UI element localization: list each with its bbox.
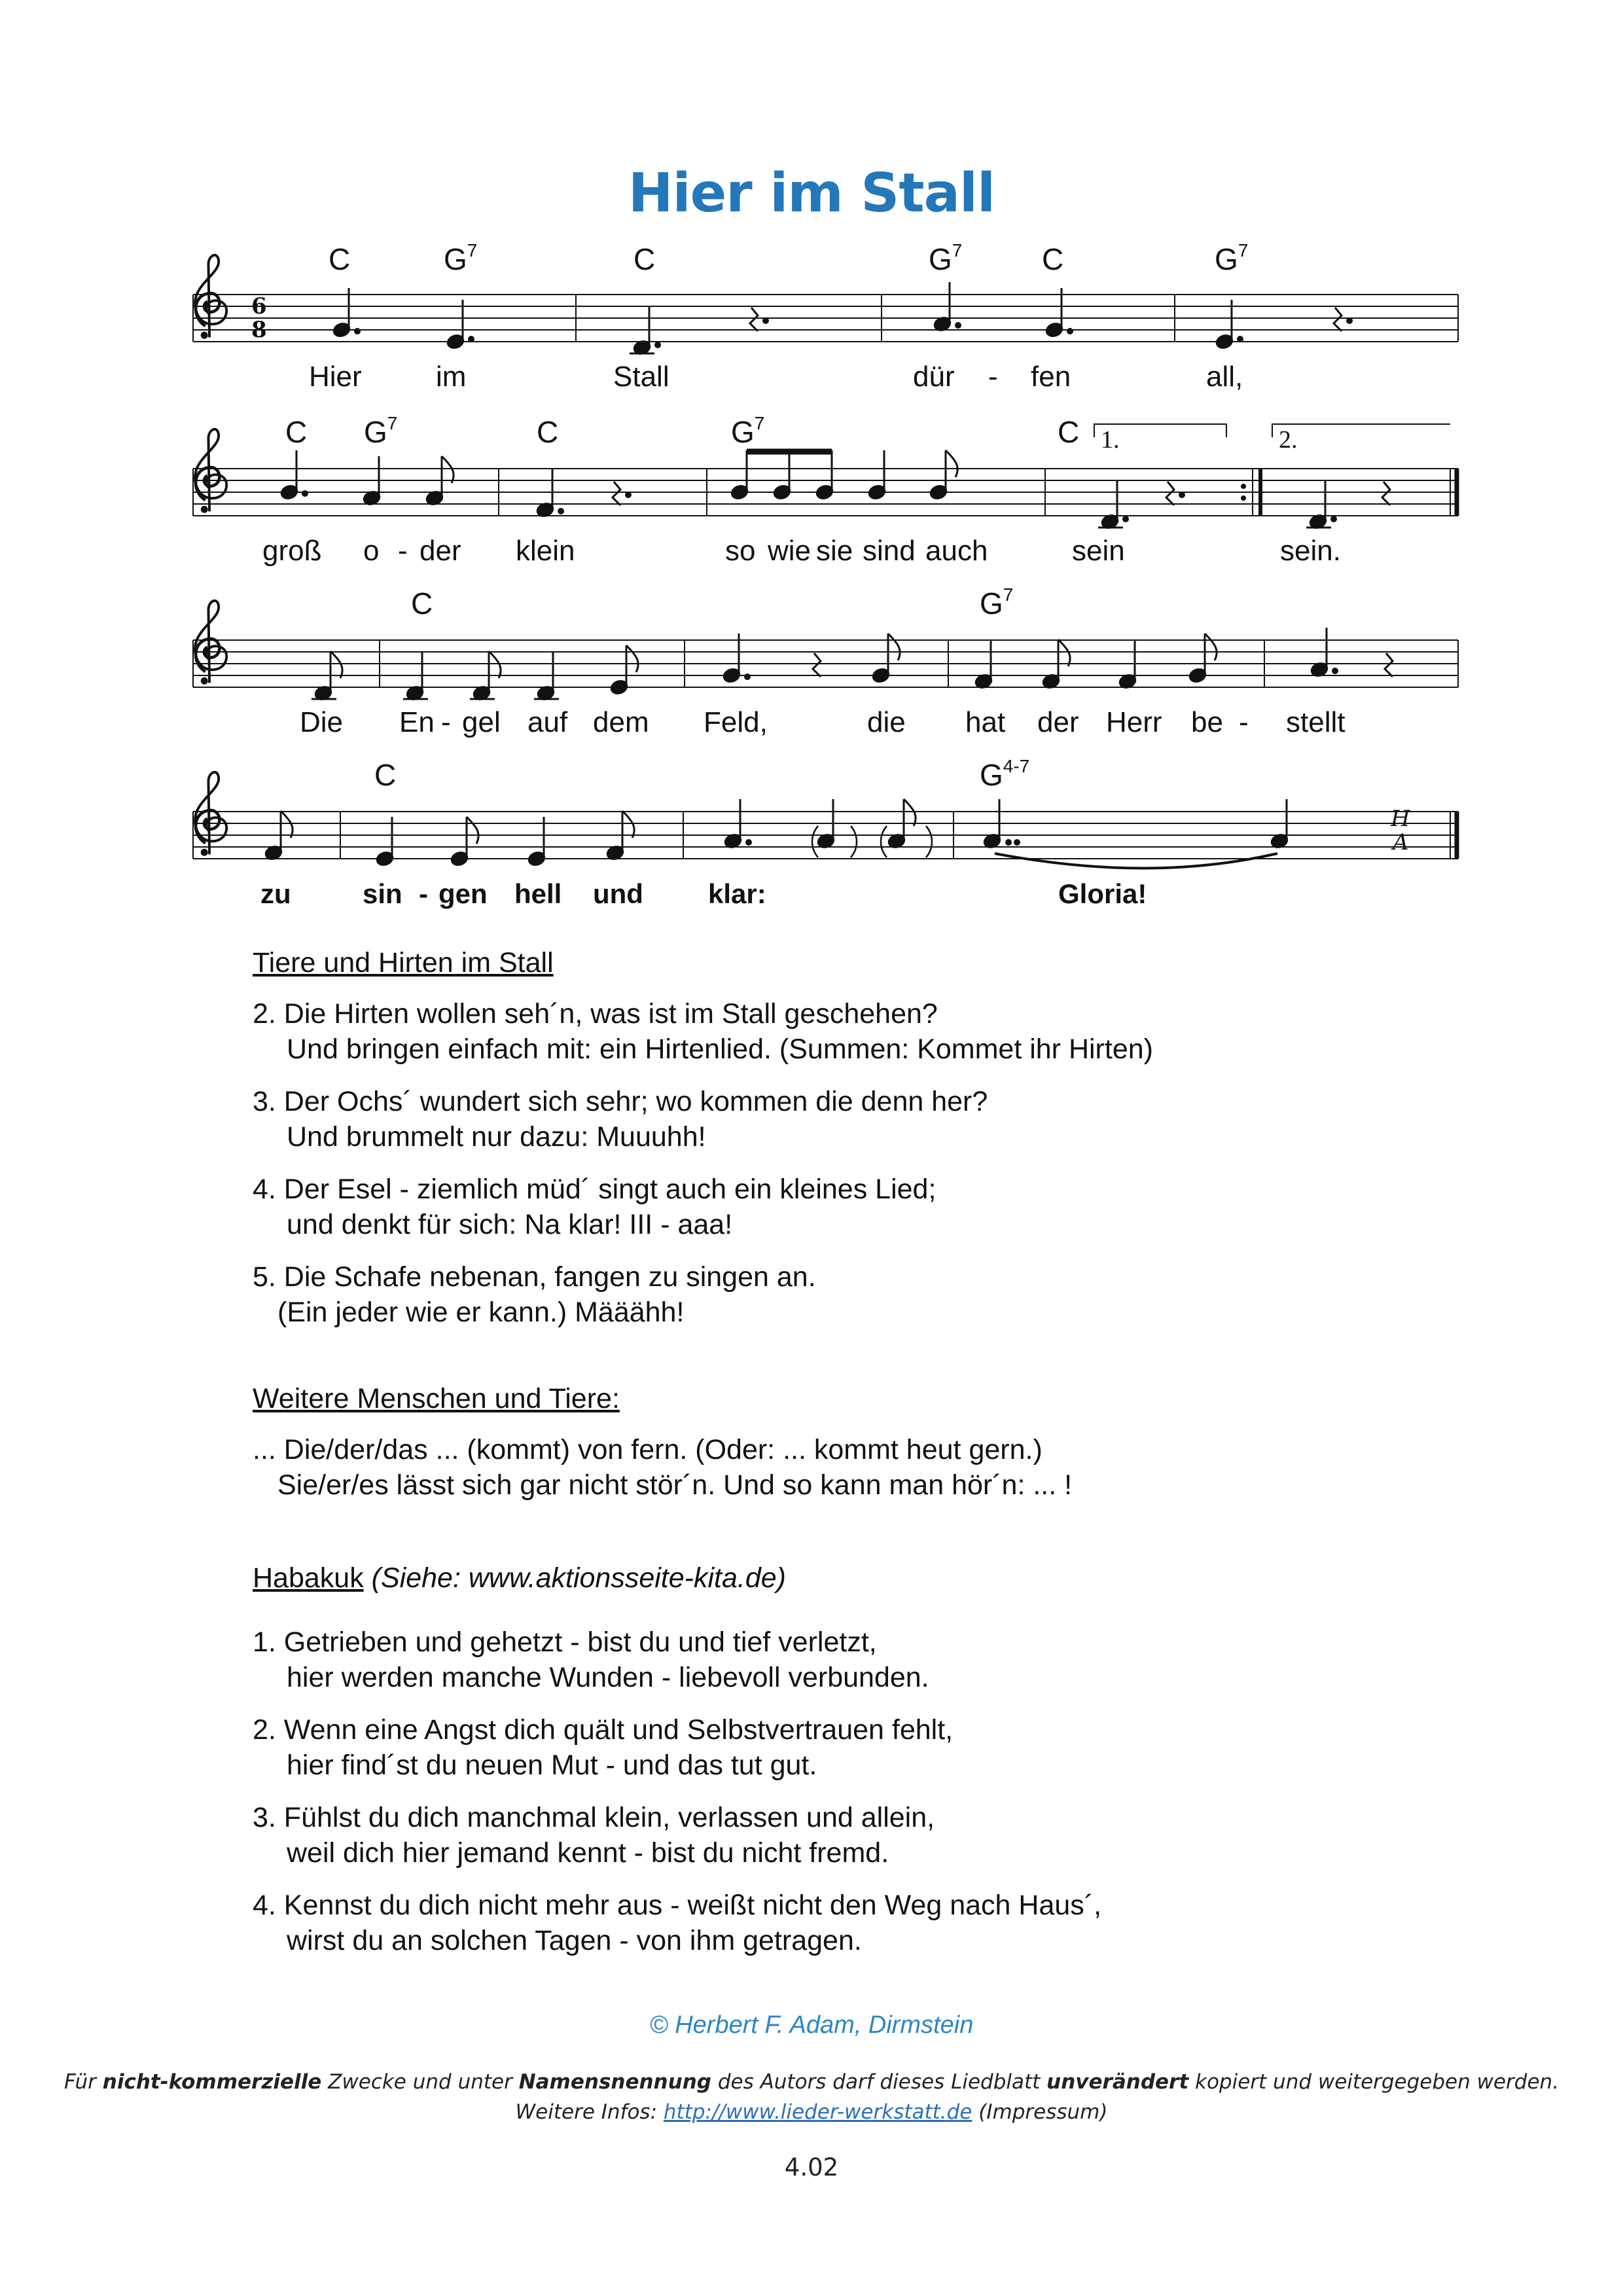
song-title: Hier im Stall xyxy=(628,162,995,224)
stanza xyxy=(253,1888,1101,1958)
lyric: zu xyxy=(260,878,291,909)
lyric: gen xyxy=(438,878,488,909)
lyric: im xyxy=(436,361,467,393)
lyric: be xyxy=(1191,706,1223,738)
chord: C xyxy=(537,415,559,449)
chord: C xyxy=(1058,415,1080,449)
chord: $G^7$ xyxy=(980,584,1014,620)
stanza xyxy=(253,1172,1153,1242)
staff-system-3 xyxy=(193,584,1458,738)
lyric: sie xyxy=(816,535,853,567)
chord: $G^7$ xyxy=(731,413,765,449)
chord: C xyxy=(374,758,397,792)
stanza xyxy=(253,1800,1101,1871)
staff-system-1 xyxy=(193,240,1458,393)
section-heading-line xyxy=(253,1560,1101,1596)
stanza-line: 2. Die Hirten wollen seh´n, was ist im Stall geschehen? xyxy=(253,998,938,1030)
stanza xyxy=(253,996,1153,1067)
footer-info: Weitere Infos: http://www.lieder-werkstatt.de (Impressum) xyxy=(515,2100,1108,2124)
footer xyxy=(0,2067,1623,2127)
lyric: Hier xyxy=(309,361,362,393)
stanza xyxy=(253,1259,1153,1330)
chord: $G^7$ xyxy=(1215,240,1249,276)
svg-text:8: 8 xyxy=(251,317,267,343)
lyric: all, xyxy=(1206,361,1243,393)
volta-1: 1. xyxy=(1101,426,1120,454)
stanza-line: (Ein jeder wie er kann.) Määähh! xyxy=(277,1297,685,1328)
stanza-line: weil dich hier jemand kennt - bist du nicht fremd. xyxy=(287,1837,889,1869)
lyric: sein. xyxy=(1280,535,1341,567)
stanza-line: und denkt für sich: Na klar! III - aaa! xyxy=(287,1209,733,1240)
volta-2: 2. xyxy=(1279,426,1298,454)
lyric: - xyxy=(1239,706,1249,738)
lyric: wie xyxy=(768,535,812,567)
lyric: o xyxy=(363,535,380,567)
stanza-line: wirst du an solchen Tagen - von ihm getragen. xyxy=(287,1925,862,1956)
chord: $G^7$ xyxy=(364,413,398,449)
svg-text:6: 6 xyxy=(251,293,267,319)
lyric: - xyxy=(441,706,451,738)
chord: $G^7$ xyxy=(444,240,478,276)
text-line: Sie/er/es lässt sich gar nicht stör´n. Und so kann man hör´n: ... ! xyxy=(277,1469,1073,1501)
lyric: - xyxy=(988,361,998,393)
section-note: (Siehe: www.aktionsseite-kita.de) xyxy=(363,1562,786,1594)
stanza-line: Und brummelt nur dazu: Muuuhh! xyxy=(287,1121,706,1153)
chord: $G^{4-7}$ xyxy=(980,756,1030,792)
stanza-line: 4. Der Esel - ziemlich müd´ singt auch ein kleines Lied; xyxy=(253,1174,936,1205)
stanza-line: 5. Die Schafe nebenan, fangen zu singen an. xyxy=(253,1261,816,1293)
lyric: Gloria! xyxy=(1058,878,1147,909)
section-weitere xyxy=(253,1381,1072,1503)
section-tiere-hirten xyxy=(253,945,1153,1347)
stanza-line: 1. Getrieben und gehetzt - bist du und tief verletzt, xyxy=(253,1626,877,1658)
lyric: Herr xyxy=(1106,706,1162,738)
lyric: und xyxy=(593,878,643,909)
stanza-line: Und bringen einfach mit: ein Hirtenlied. (Summen: Kommet ihr Hirten) xyxy=(287,1033,1153,1065)
lyric: auf xyxy=(527,706,568,738)
music-score xyxy=(0,0,1623,929)
lyric: die xyxy=(867,706,906,738)
lyric: sein xyxy=(1072,535,1125,567)
stanza-line: 3. Der Ochs´ wundert sich sehr; wo kommen die denn her? xyxy=(253,1086,988,1117)
lyric: Die xyxy=(300,706,344,738)
lyric: fen xyxy=(1031,361,1071,393)
lyric: hat xyxy=(965,706,1006,738)
chord: C xyxy=(285,415,308,449)
lyric: dür xyxy=(913,361,955,393)
staff-system-4 xyxy=(193,756,1458,909)
page-number: 4.02 xyxy=(784,2153,839,2181)
chord: C xyxy=(411,586,433,620)
section-habakuk xyxy=(253,1560,1101,1975)
lyric: groß xyxy=(262,535,322,567)
lyric: gel xyxy=(462,706,501,738)
stanza xyxy=(253,1712,1101,1783)
lyric: so xyxy=(725,535,756,567)
stanza-line: 4. Kennst du dich nicht mehr aus - weißt nicht den Weg nach Haus´, xyxy=(253,1890,1102,1921)
chord: C xyxy=(633,242,656,276)
website-link[interactable]: http://www.lieder-werkstatt.de xyxy=(663,2100,972,2124)
lyric: Stall xyxy=(613,361,669,393)
lyric: En xyxy=(399,706,435,738)
lyric: dem xyxy=(593,706,649,738)
chord: C xyxy=(1042,242,1064,276)
lyric: der xyxy=(1037,706,1079,738)
lyric: der xyxy=(419,535,461,567)
stanza-line: hier find´st du neuen Mut - und das tut gut. xyxy=(287,1749,817,1781)
lyric: Feld, xyxy=(704,706,768,738)
staff-system-2 xyxy=(193,413,1458,567)
stanza xyxy=(253,1624,1101,1695)
lyric: klein xyxy=(516,535,575,567)
lyric: klar: xyxy=(708,878,766,909)
text-line: ... Die/der/das ... (kommt) von fern. (Oder: ... kommt heut gern.) xyxy=(253,1434,1043,1465)
lyric: sind xyxy=(863,535,916,567)
lyric: hell xyxy=(514,878,562,909)
lyric: - xyxy=(398,535,408,567)
section-heading: Habakuk xyxy=(253,1562,364,1594)
chord: C xyxy=(329,242,351,276)
svg-text:A: A xyxy=(1393,829,1409,855)
svg-text:H: H xyxy=(1391,806,1410,832)
copyright: © Herbert F. Adam, Dirmstein xyxy=(649,2011,974,2039)
chord: $G^7$ xyxy=(929,240,963,276)
footer-license: Für nicht-kommerzielle Zwecke und unter Namensnennung des Autors darf dieses Liedblatt unverändert kopiert und weitergegeben werden. xyxy=(63,2070,1560,2094)
lyric: stellt xyxy=(1286,706,1346,738)
lyric: sin xyxy=(363,878,402,909)
stanza xyxy=(253,1084,1153,1155)
stanza-line: hier werden manche Wunden - liebevoll verbunden. xyxy=(287,1662,929,1693)
lyric: - xyxy=(419,878,428,909)
stanza-line: 2. Wenn eine Angst dich quält und Selbstvertrauen fehlt, xyxy=(253,1714,954,1746)
section-heading: Tiere und Hirten im Stall xyxy=(253,947,554,978)
lyric: auch xyxy=(925,535,988,567)
stanza-line: 3. Fühlst du dich manchmal klein, verlassen und allein, xyxy=(253,1802,935,1833)
section-heading: Weitere Menschen und Tiere: xyxy=(253,1383,620,1414)
